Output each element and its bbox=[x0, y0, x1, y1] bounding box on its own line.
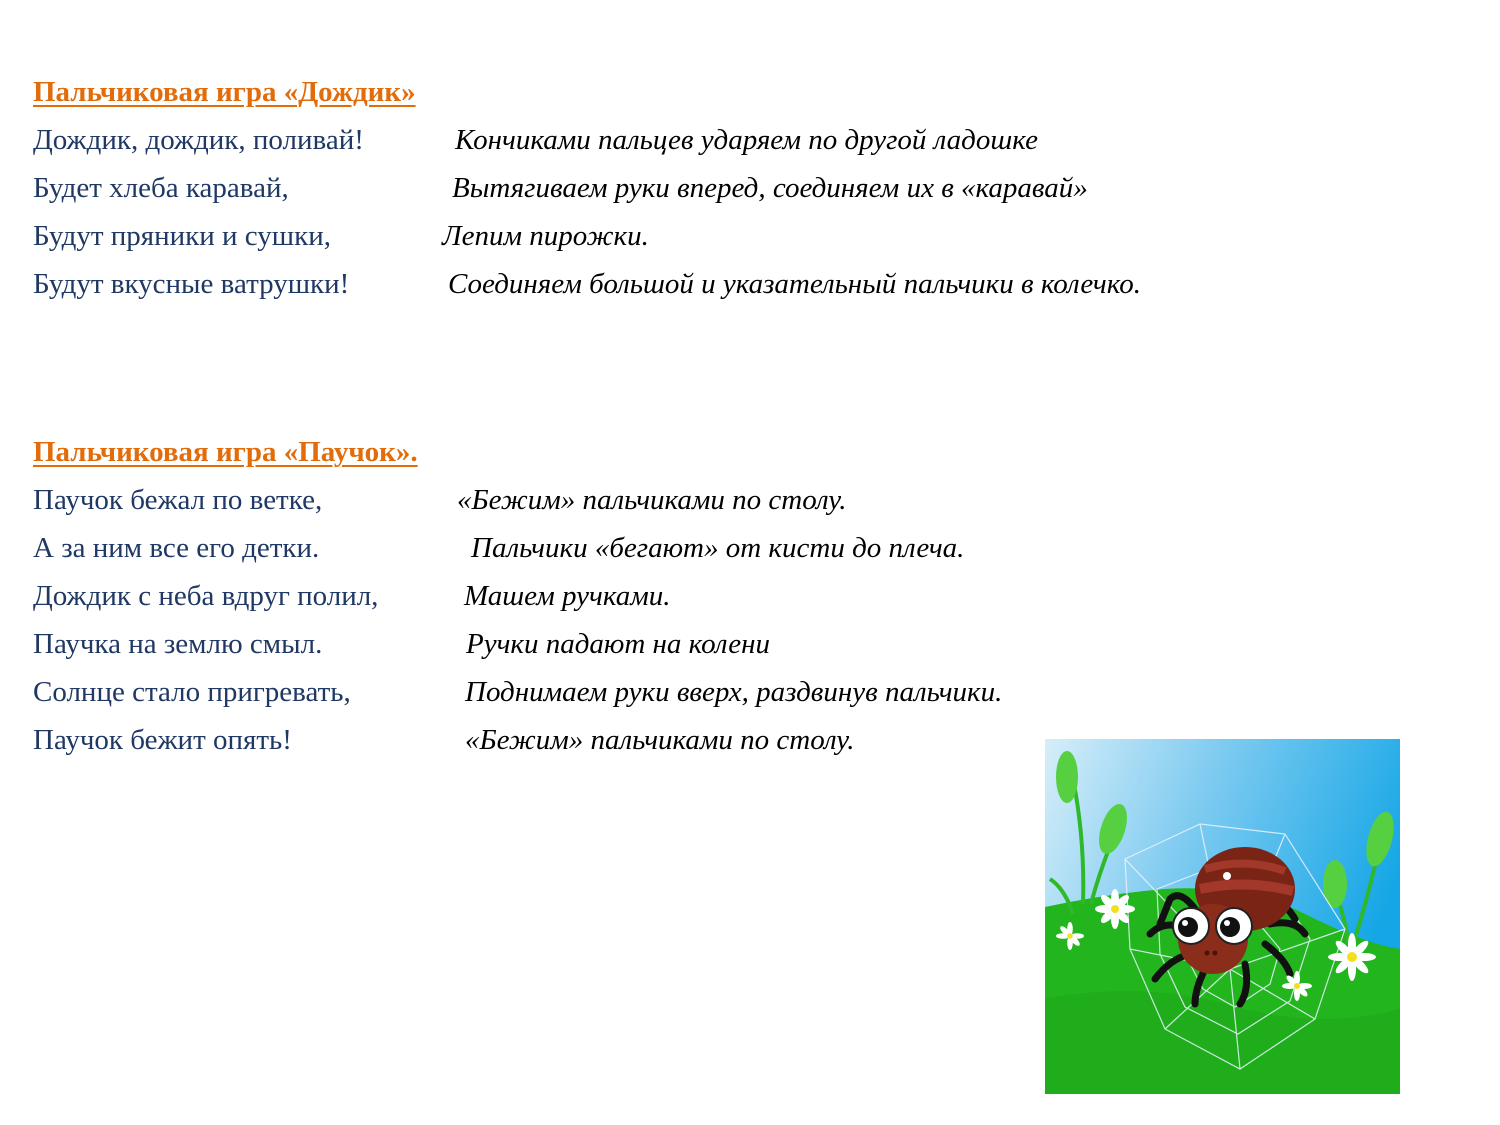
verse-text: Будут пряники и сушки, bbox=[33, 220, 331, 252]
verse-text: Будут вкусные ватрушки! bbox=[33, 268, 350, 300]
game1-title: Пальчиковая игра «Дождик» bbox=[33, 76, 416, 108]
game1-line bbox=[0, 172, 1500, 212]
verse-text: Паучка на землю смыл. bbox=[33, 628, 323, 660]
game1-line bbox=[0, 268, 1500, 308]
game2-line bbox=[0, 580, 1500, 620]
game2-line bbox=[0, 532, 1500, 572]
action-text: Кончиками пальцев ударяем по другой ладошке bbox=[455, 124, 1038, 156]
action-text: Соединяем большой и указательный пальчики в колечко. bbox=[448, 268, 1141, 300]
game1-line bbox=[0, 220, 1500, 260]
verse-text: Паучок бежал по ветке, bbox=[33, 484, 323, 516]
spider-illustration bbox=[1045, 739, 1400, 1094]
game2-line bbox=[0, 628, 1500, 668]
game1-line bbox=[0, 124, 1500, 164]
action-text: Вытягиваем руки вперед, соединяем их в «каравай» bbox=[452, 172, 1088, 204]
game2-line bbox=[0, 484, 1500, 524]
verse-text: Дождик, дождик, поливай! bbox=[33, 124, 364, 156]
spider-on-web-icon bbox=[1045, 739, 1400, 1094]
action-text: Пальчики «бегают» от кисти до плеча. bbox=[471, 532, 965, 564]
verse-text: А за ним все его детки. bbox=[33, 532, 320, 564]
game2-title: Пальчиковая игра «Паучок». bbox=[33, 436, 418, 468]
verse-text: Дождик с неба вдруг полил, bbox=[33, 580, 379, 612]
action-text: «Бежим» пальчиками по столу. bbox=[457, 484, 847, 516]
action-text: Ручки падают на колени bbox=[466, 628, 771, 660]
verse-text: Паучок бежит опять! bbox=[33, 724, 292, 756]
action-text: «Бежим» пальчиками по столу. bbox=[465, 724, 855, 756]
action-text: Поднимаем руки вверх, раздвинув пальчики. bbox=[465, 676, 1003, 708]
verse-text: Будет хлеба каравай, bbox=[33, 172, 289, 204]
verse-text: Солнце стало пригревать, bbox=[33, 676, 351, 708]
action-text: Лепим пирожки. bbox=[442, 220, 649, 252]
game2-line bbox=[0, 676, 1500, 716]
action-text: Машем ручками. bbox=[464, 580, 671, 612]
